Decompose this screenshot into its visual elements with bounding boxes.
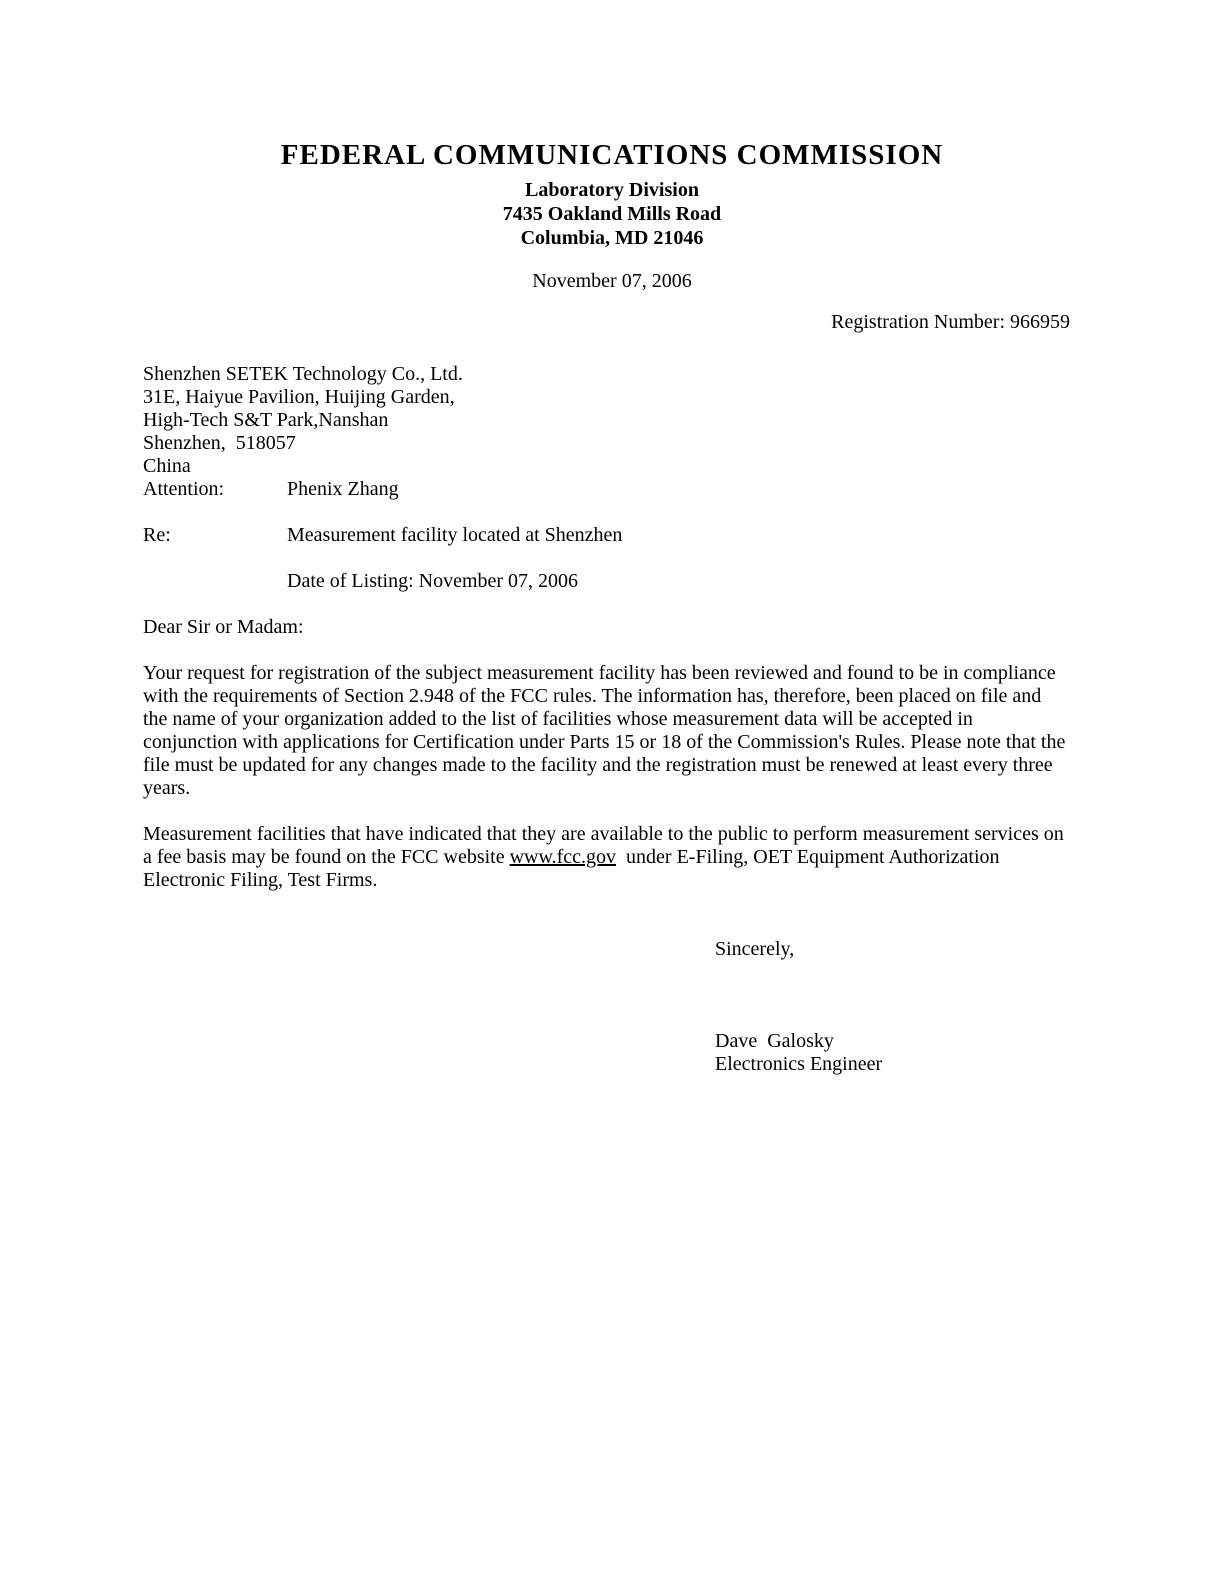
re-row (143, 524, 1068, 547)
agency-title: FEDERAL COMMUNICATIONS COMMISSION (280, 139, 944, 171)
street-line: 7435 Oakland Mills Road (502, 203, 722, 225)
body-paragraph-1: Your request for registration of the subject measurement facility has been reviewed and found to be in compliance with the requirements of Section 2.948 of the FCC rules. The information has, therefore, been placed on file and the name of your organization added to the list of facilities whose measurement data will be accepted in conjunction with applications for Certification under Parts 15 or 18 of the Commission's Rules. Please note that the file must be updated for any changes made to the facility and the registration must be renewed at least every three years. (143, 662, 1071, 799)
signature-block (715, 1030, 1068, 1076)
signer-title: Electronics Engineer (715, 1053, 883, 1075)
recipient-company: Shenzhen SETEK Technology Co., Ltd. (143, 363, 463, 385)
subject-block (143, 524, 1068, 593)
body-paragraph-2 (143, 823, 1068, 892)
closing-block (715, 938, 1068, 1076)
recipient-address-line-3: Shenzhen, 518057 (143, 432, 296, 454)
attention-name: Phenix Zhang (287, 478, 399, 500)
signer-name: Dave Galosky (715, 1030, 834, 1052)
letterhead (0, 138, 1224, 293)
recipient-address-line-1: 31E, Haiyue Pavilion, Huijing Garden, (143, 386, 455, 408)
registration-number: Registration Number: 966959 (831, 311, 1070, 333)
recipient-address-line-2: High-Tech S&T Park,Nanshan (143, 409, 389, 431)
date-of-listing: Date of Listing: November 07, 2006 (287, 570, 579, 592)
division-line: Laboratory Division (525, 179, 699, 201)
attention-row (143, 478, 1068, 501)
salutation: Dear Sir or Madam: (143, 616, 304, 638)
paragraph-2-text-before-link: Measurement facilities that have indicated that they are available to the public to perform measurement services on a fee basis may be found on the FCC website (143, 823, 1069, 868)
recipient-address-block (143, 363, 1068, 501)
re-subject-text: Measurement facility located at Shenzhen (287, 524, 623, 546)
re-label: Re: (143, 524, 171, 546)
fcc-website-link[interactable]: www.fcc.gov (509, 846, 617, 868)
date-line: November 07, 2006 (532, 270, 692, 292)
letter-body (143, 363, 1071, 1076)
closing-sincerely: Sincerely, (715, 938, 795, 960)
recipient-address-line-4: China (143, 455, 191, 477)
city-line: Columbia, MD 21046 (520, 227, 704, 249)
attention-label: Attention: (143, 478, 225, 500)
paragraph-2-text-after-link: under E-Filing, OET Equipment Authorization Electronic Filing, Test Firms. (143, 846, 1005, 891)
